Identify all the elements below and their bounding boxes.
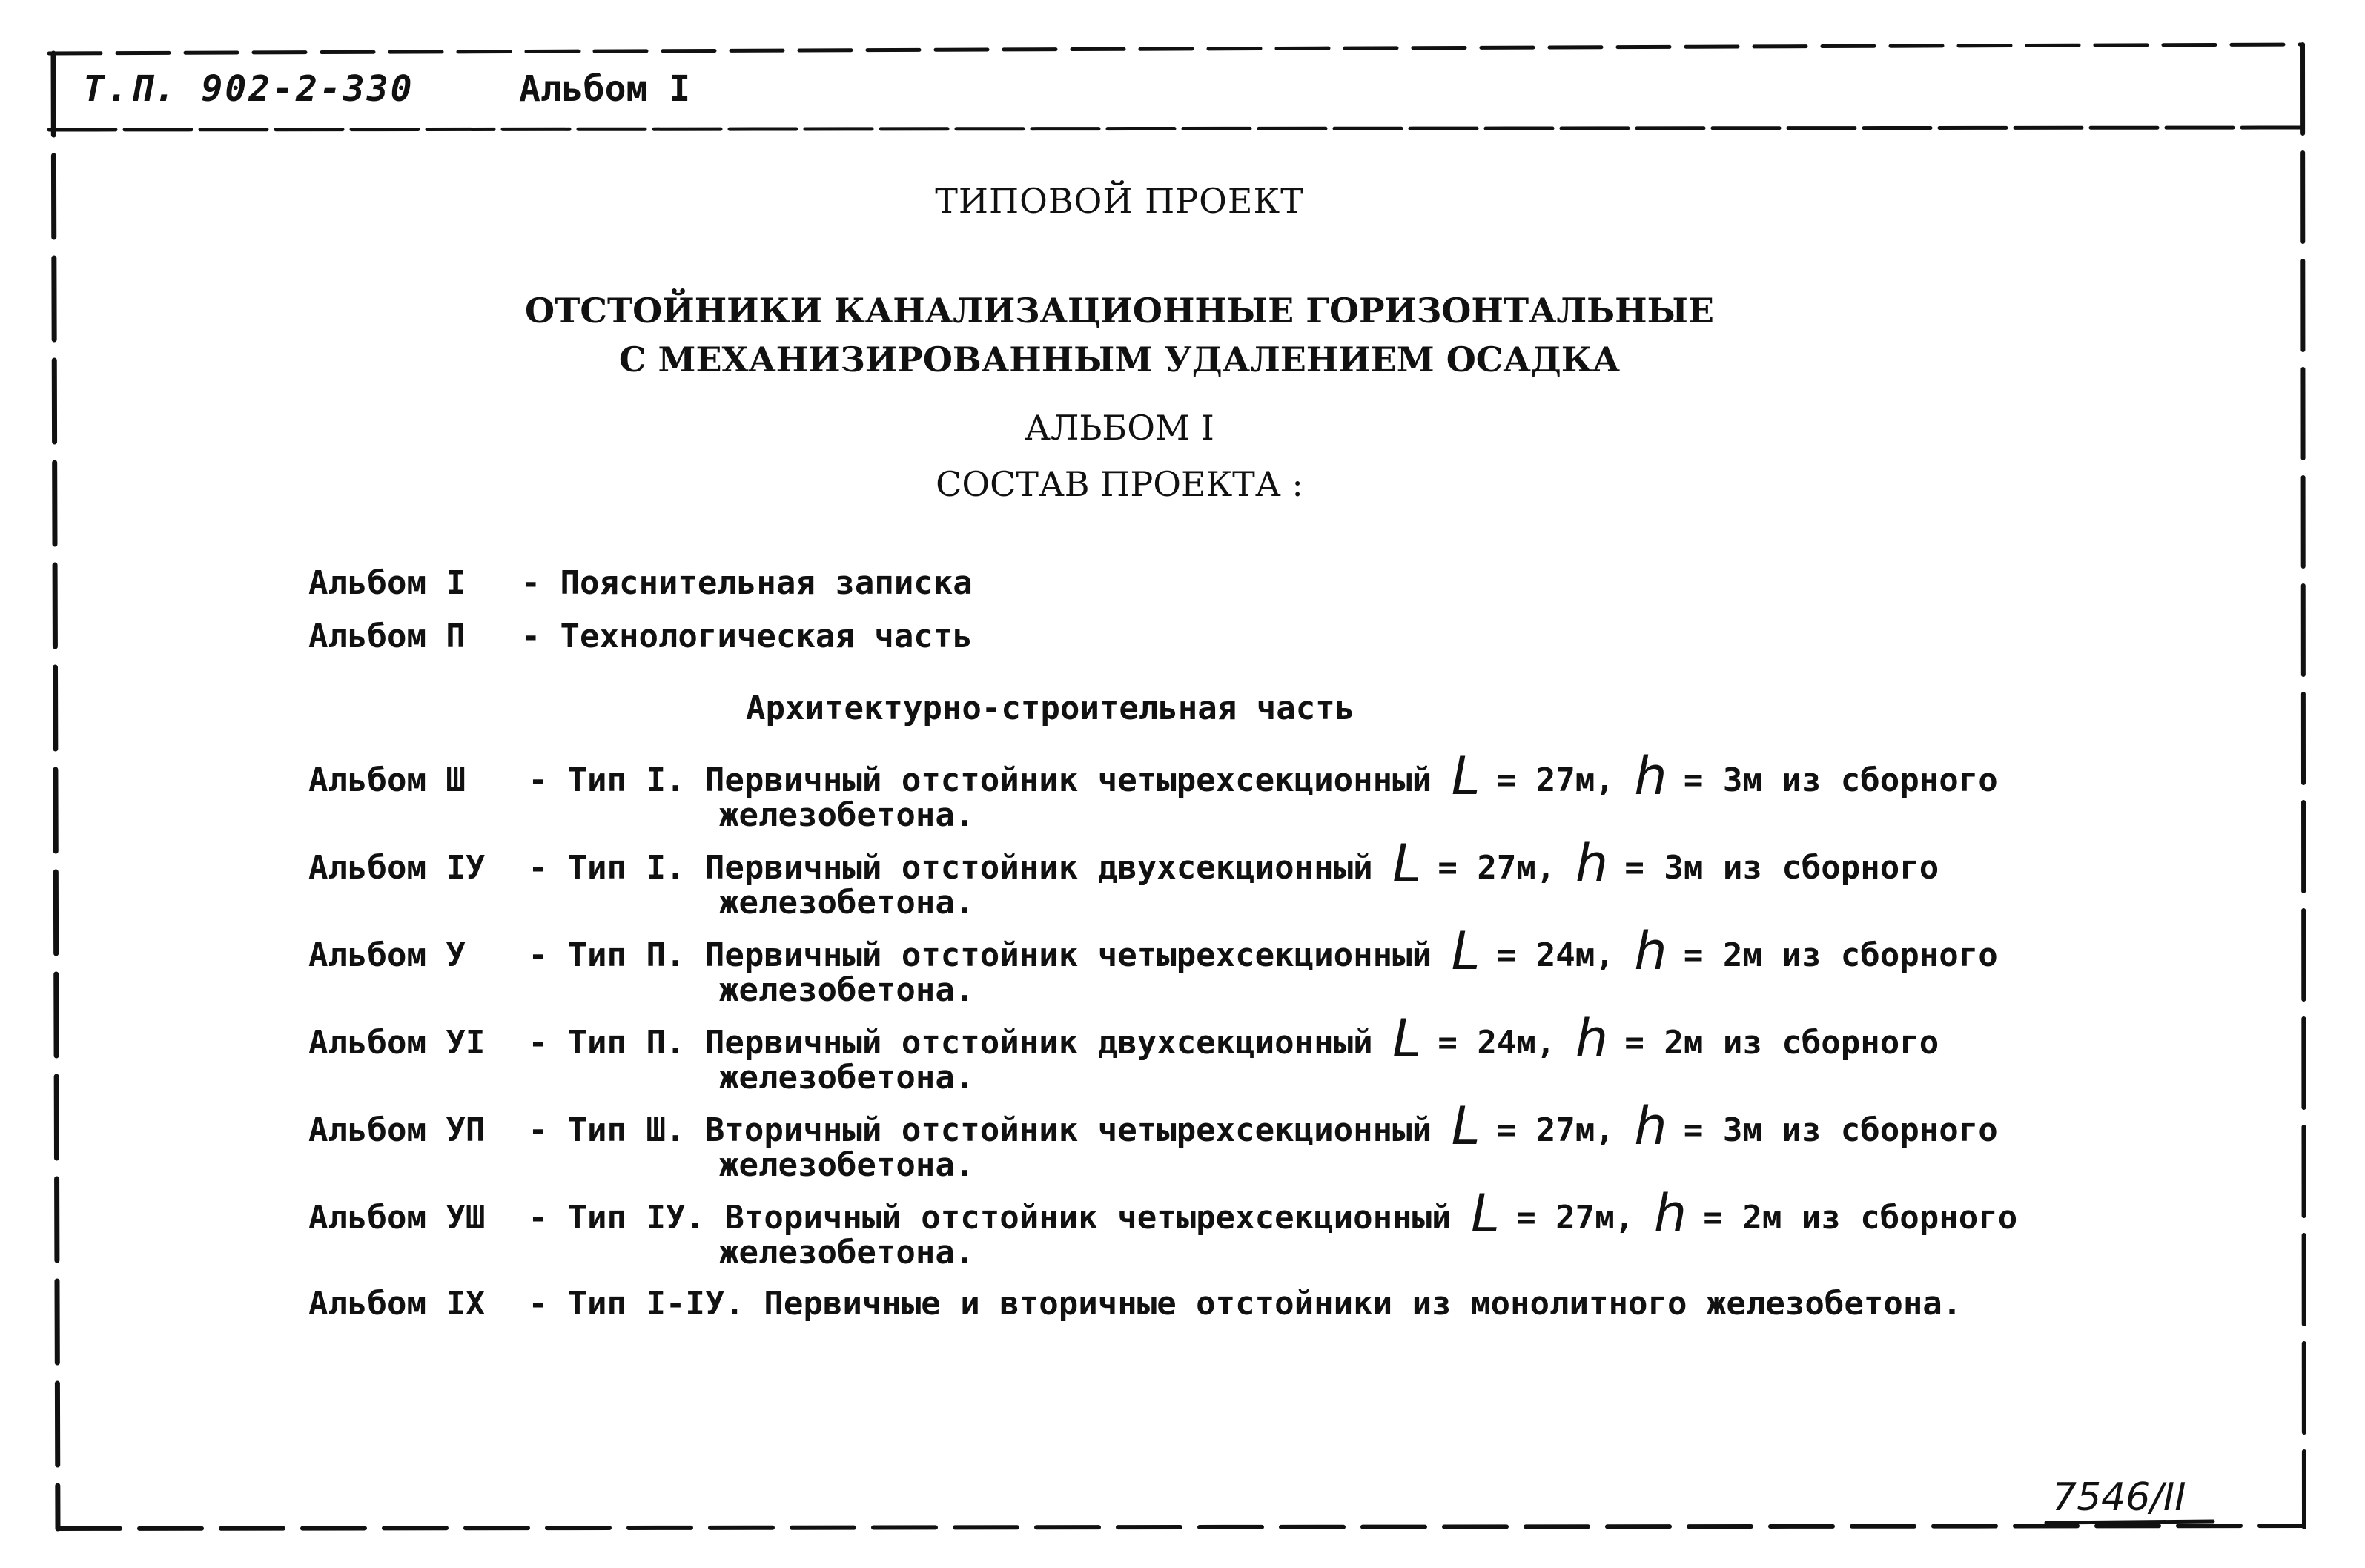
album-heading: АЛЬБОМ I — [1025, 408, 1214, 448]
length-symbol: L — [1392, 1008, 1438, 1069]
list-item — [308, 1096, 1998, 1157]
album-type: Тип Ш. — [567, 1111, 705, 1149]
height-value: = 3м из сборного — [1683, 761, 1998, 799]
list-item-continuation: железобетона. — [719, 1059, 975, 1096]
album-type: Тип П. — [567, 1024, 705, 1062]
height-symbol: h — [1634, 746, 1684, 807]
height-symbol: h — [1653, 1183, 1704, 1244]
height-symbol: h — [1634, 1096, 1684, 1157]
album-description: Первичный отстойник четырехсекционный — [704, 936, 1452, 974]
length-symbol: L — [1392, 833, 1438, 894]
dash: - — [528, 1111, 568, 1149]
length-value: = 27м, — [1496, 761, 1635, 799]
height-symbol: h — [1634, 921, 1684, 982]
album-description: Вторичный отстойник четырехсекционный — [704, 1111, 1452, 1149]
album-label: Альбом У — [308, 936, 466, 974]
length-symbol: L — [1471, 1183, 1517, 1244]
sheet-number: 7546/II — [2052, 1475, 2186, 1520]
length-symbol: L — [1451, 1096, 1497, 1157]
height-value: = 3м из сборного — [1624, 849, 1939, 887]
height-value: = 2м из сборного — [1683, 936, 1998, 974]
album-label: Альбом IУ — [308, 849, 486, 887]
list-item — [308, 565, 973, 602]
dash: - — [520, 564, 560, 602]
height-value: = 2м из сборного — [1624, 1024, 1939, 1062]
album-type: Тип I. — [567, 849, 705, 887]
dash: - — [528, 1285, 568, 1323]
album-description: Первичный отстойник четырехсекционный — [704, 761, 1452, 799]
section-heading: Архитектурно-строительная часть — [746, 689, 1355, 727]
dash: - — [520, 618, 560, 655]
title-line-1: ОТСТОЙНИКИ КАНАЛИЗАЦИОННЫЕ ГОРИЗОНТАЛЬНЫЕ — [525, 291, 1714, 331]
list-item — [308, 921, 1998, 982]
length-symbol: L — [1451, 746, 1497, 807]
list-item — [308, 1286, 1962, 1323]
album-description: Пояснительная записка — [560, 564, 973, 602]
list-item-continuation: железобетона. — [719, 1146, 975, 1184]
height-symbol: h — [1575, 833, 1625, 894]
album-label: Альбом П — [308, 618, 466, 655]
album-label: Альбом I — [308, 564, 466, 602]
stamp-album: Альбом I — [519, 68, 691, 110]
album-label: Альбом УI — [308, 1024, 486, 1062]
project-code: Т.П. 902-2-330 — [83, 68, 414, 110]
album-label: Альбом Ш — [308, 761, 466, 799]
dash: - — [528, 936, 568, 974]
composition-heading: СОСТАВ ПРОЕКТА : — [936, 464, 1303, 504]
album-label: Альбом УП — [308, 1111, 486, 1149]
album-description: Тип I-IУ. Первичные и вторичные отстойники из монолитного железобетона. — [567, 1285, 1962, 1323]
dash: - — [528, 1199, 568, 1237]
length-value: = 27м, — [1516, 1199, 1654, 1237]
list-item-continuation: железобетона. — [719, 884, 975, 922]
list-item-continuation: железобетона. — [719, 971, 975, 1009]
list-item — [308, 1008, 1939, 1069]
dash: - — [528, 849, 568, 887]
album-description: Вторичный отстойник четырехсекционный — [724, 1199, 1472, 1237]
height-value: = 3м из сборного — [1683, 1111, 1998, 1149]
dash: - — [528, 1024, 568, 1062]
length-value: = 27м, — [1496, 1111, 1635, 1149]
length-value: = 24м, — [1438, 1024, 1575, 1062]
height-value: = 2м из сборного — [1703, 1199, 2018, 1237]
height-symbol: h — [1575, 1008, 1625, 1069]
album-type: Тип П. — [567, 936, 705, 974]
album-description: Первичный отстойник двухсекционный — [704, 1024, 1393, 1062]
list-item — [308, 618, 973, 655]
length-value: = 24м, — [1496, 936, 1635, 974]
length-value: = 27м, — [1438, 849, 1575, 887]
album-type: Тип IУ. — [567, 1199, 725, 1237]
album-label: Альбом IX — [308, 1285, 486, 1323]
album-description: Первичный отстойник двухсекционный — [704, 849, 1393, 887]
album-description: Технологическая часть — [560, 618, 973, 655]
list-item — [308, 746, 1998, 807]
list-item — [308, 1183, 2018, 1244]
album-type: Тип I. — [567, 761, 705, 799]
length-symbol: L — [1451, 921, 1497, 982]
list-item-continuation: железобетона. — [719, 796, 975, 834]
title-line-2: С МЕХАНИЗИРОВАННЫМ УДАЛЕНИЕМ ОСАДКА — [618, 340, 1621, 380]
document-type: ТИПОВОЙ ПРОЕКТ — [935, 181, 1304, 221]
dash: - — [528, 761, 568, 799]
album-label: Альбом УШ — [308, 1199, 486, 1237]
list-item — [308, 833, 1939, 894]
list-item-continuation: железобетона. — [719, 1234, 975, 1271]
